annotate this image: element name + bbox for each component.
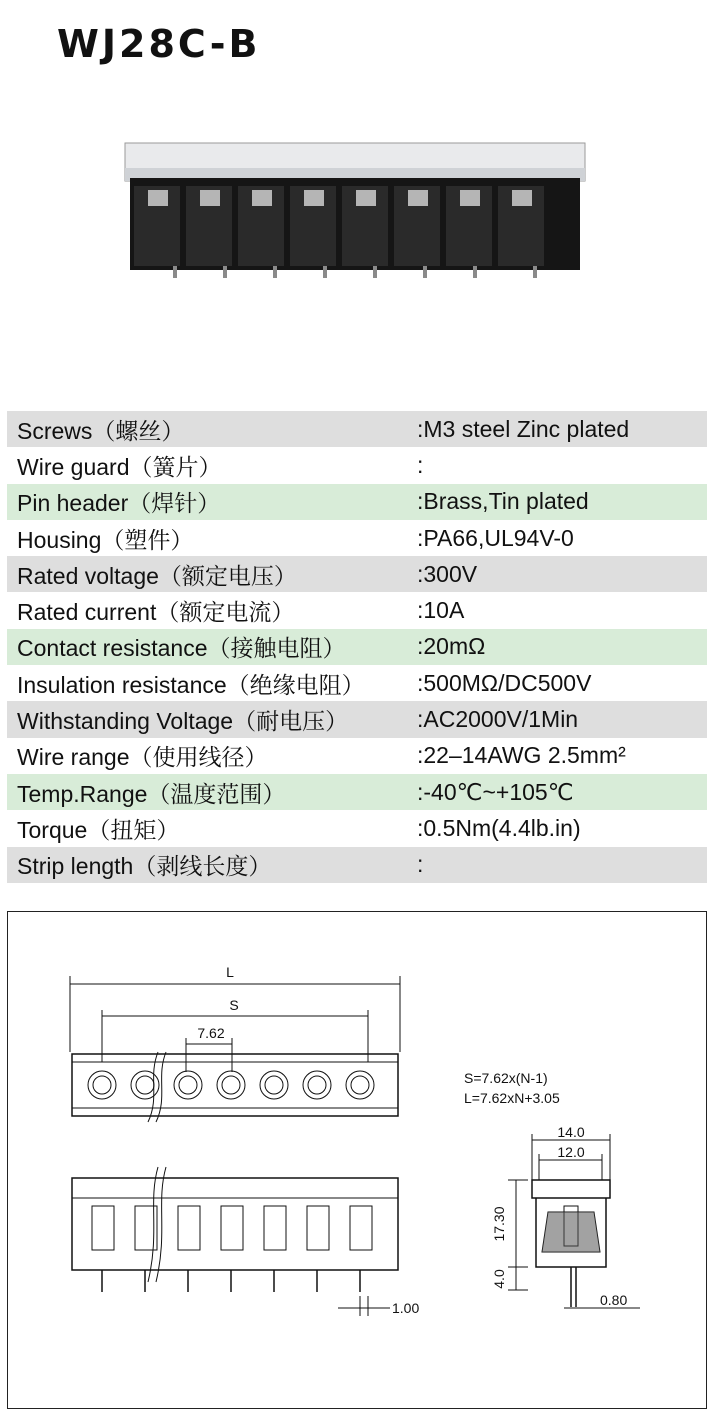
spec-row bbox=[7, 701, 707, 737]
product-photo bbox=[120, 138, 590, 288]
spec-row bbox=[7, 520, 707, 556]
spec-label: Screws（螺丝） bbox=[17, 417, 185, 444]
dim-100-label: 1.00 bbox=[392, 1300, 420, 1316]
dim-14-label: 14.0 bbox=[557, 1124, 585, 1140]
spec-row bbox=[7, 592, 707, 628]
spec-table bbox=[7, 411, 707, 883]
formula-l: L=7.62xN+3.05 bbox=[464, 1090, 560, 1106]
spec-label: Pin header（焊针） bbox=[17, 490, 221, 517]
spec-value: :22–14AWG 2.5mm² bbox=[417, 742, 626, 769]
product-title: WJ28C-B bbox=[57, 22, 261, 66]
spec-value: :300V bbox=[417, 560, 478, 587]
dim-s-label: S bbox=[229, 997, 239, 1013]
dim-l-label: L bbox=[226, 964, 234, 980]
spec-value: :AC2000V/1Min bbox=[417, 706, 579, 733]
spec-value: :20mΩ bbox=[417, 633, 486, 660]
spec-row bbox=[7, 774, 707, 810]
dim-pitch-label: 7.62 bbox=[197, 1025, 225, 1041]
spec-label: Strip length（剥线长度） bbox=[17, 853, 272, 880]
spec-value: :0.5Nm(4.4lb.in) bbox=[417, 814, 581, 841]
spec-label: Insulation resistance（绝缘电阻） bbox=[17, 671, 365, 698]
spec-value: :Brass,Tin plated bbox=[417, 488, 589, 515]
spec-row bbox=[7, 738, 707, 774]
spec-row bbox=[7, 556, 707, 592]
spec-label: Contact resistance（接触电阻） bbox=[17, 635, 346, 662]
dim-1730-label: 17.30 bbox=[491, 1206, 507, 1242]
dim-40-label: 4.0 bbox=[491, 1269, 507, 1289]
dimension-drawing bbox=[7, 911, 707, 1409]
spec-row bbox=[7, 411, 707, 447]
spec-row bbox=[7, 847, 707, 883]
spec-label: Temp.Range（温度范围） bbox=[17, 780, 286, 807]
spec-value: : bbox=[417, 451, 424, 478]
spec-row bbox=[7, 484, 707, 520]
spec-row bbox=[7, 447, 707, 483]
spec-label: Rated current（额定电流） bbox=[17, 599, 295, 626]
spec-label: Torque（扭矩） bbox=[17, 816, 180, 843]
spec-row bbox=[7, 629, 707, 665]
dim-080-label: 0.80 bbox=[600, 1292, 628, 1308]
spec-value: :-40℃~+105℃ bbox=[417, 778, 574, 805]
dim-12-label: 12.0 bbox=[557, 1144, 585, 1160]
spec-label: Wire range（使用线径） bbox=[17, 744, 268, 771]
spec-value: :10A bbox=[417, 597, 465, 624]
spec-value: :M3 steel Zinc plated bbox=[417, 415, 630, 442]
spec-row bbox=[7, 810, 707, 846]
formula-s: S=7.62x(N-1) bbox=[464, 1070, 548, 1086]
spec-row bbox=[7, 665, 707, 701]
spec-label: Withstanding Voltage（耐电压） bbox=[17, 708, 349, 735]
spec-value: : bbox=[417, 851, 424, 878]
dimension-drawing-svg bbox=[8, 912, 706, 1408]
spec-label: Wire guard（簧片） bbox=[17, 453, 222, 480]
spec-label: Housing（塑件） bbox=[17, 526, 194, 553]
spec-value: :500MΩ/DC500V bbox=[417, 669, 592, 696]
spec-label: Rated voltage（额定电压） bbox=[17, 562, 297, 589]
spec-value: :PA66,UL94V-0 bbox=[417, 524, 574, 551]
